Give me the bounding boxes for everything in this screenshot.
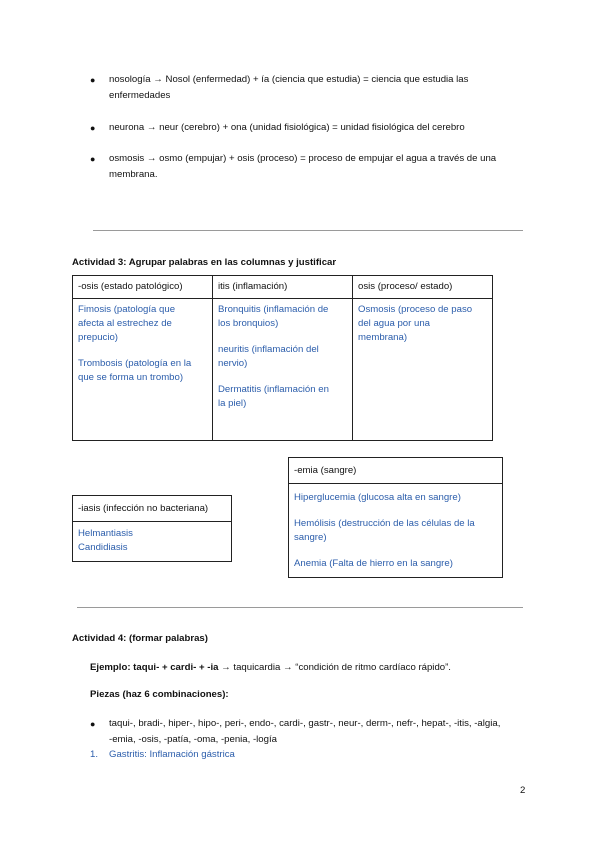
entry-trombosis <box>78 357 207 385</box>
entry-line: la piel) <box>218 398 247 409</box>
column-header-osis-proceso: osis (proceso/ estado) <box>353 276 493 299</box>
bullet-dot-icon: ● <box>90 123 96 133</box>
bullet-text-line1: nosología → Nosol (enfermedad) + ía (ciencia que estudia) = ciencia que estudia las <box>109 74 469 85</box>
entry-line: afecta al estrechez de <box>78 318 172 329</box>
iasis-cell <box>73 522 232 562</box>
entry-line: prepucio) <box>78 332 118 343</box>
answer-item-1 <box>90 747 235 763</box>
example-rest: → taquicardia → “condición de ritmo cardíaco rápido”. <box>218 662 451 673</box>
entry-line: los bronquios) <box>218 318 279 329</box>
entry-anemia: Anemia (Falta de hierro en la sangre) <box>294 558 453 569</box>
activity3-heading <box>72 257 336 268</box>
entry-line: sangre) <box>294 532 327 543</box>
page-number: 2 <box>520 785 526 796</box>
bullet-item-neurona <box>90 120 465 136</box>
entry-hemolisis <box>294 517 497 545</box>
table-header-row <box>289 458 503 484</box>
activity4-heading: Actividad 4: (formar palabras) <box>72 633 208 644</box>
entry-hiperglucemia: Hiperglucemia (glucosa alta en sangre) <box>294 492 461 503</box>
bullet-text-line1: neurona → neur (cerebro) + ona (unidad fisiológica) = unidad fisiológica del cerebro <box>109 122 465 133</box>
column-header-itis: itis (inflamación) <box>213 276 353 299</box>
emia-table <box>288 457 503 578</box>
activity3-table <box>72 275 493 441</box>
answer-text: Gastritis: Inflamación gástrica <box>109 749 235 760</box>
emia-header: -emia (sangre) <box>289 458 503 484</box>
iasis-table <box>72 495 232 562</box>
cell-osis-proceso <box>353 299 493 441</box>
section-divider <box>77 607 523 608</box>
entry-dermatitis <box>218 383 347 411</box>
table-header-row <box>73 496 232 522</box>
bullet-text-line2: enfermedades <box>109 90 171 101</box>
bullet-item-pieces <box>90 716 500 748</box>
cell-osis-patologico <box>73 299 213 441</box>
bullet-dot-icon: ● <box>90 719 96 729</box>
entry-line: Osmosis (proceso de paso <box>358 304 473 315</box>
entry-bronquitis <box>218 303 347 331</box>
entry-line: nervio) <box>218 358 248 369</box>
table-row <box>73 299 493 441</box>
bullet-text-line1: osmosis → osmo (empujar) + osis (proceso) = proceso de empujar el agua a través de una <box>109 153 497 164</box>
section-divider <box>93 230 523 231</box>
table-header-row <box>73 276 493 299</box>
entry-line: Dermatitis (inflamación en <box>218 384 329 395</box>
table-row <box>73 522 232 562</box>
cell-itis <box>213 299 353 441</box>
activity4-example <box>90 660 451 676</box>
entry-line: del agua por una <box>358 318 431 329</box>
pieces-label: Piezas (haz 6 combinaciones): <box>90 689 229 700</box>
emia-cell <box>289 484 503 578</box>
entry-line: Hemólisis (destrucción de las células de la <box>294 518 475 529</box>
activity3-heading-rest: : Agrupar palabras en las columnas y justificar <box>123 257 337 268</box>
example-bold: Ejemplo: taqui- + cardi- + -ia <box>90 662 219 673</box>
pieces-line2: -emia, -osis, -patía, -oma, -penia, -logía <box>109 734 277 745</box>
entry-helmantiasis: Helmantiasis <box>78 528 133 539</box>
pieces-line1: taqui-, bradi-, hiper-, hipo-, peri-, endo-, cardi-, gastr-, neur-, derm-, nefr-, hepat-, -itis, -algia, <box>109 718 501 729</box>
entry-osmosis <box>358 303 487 345</box>
answer-number: 1. <box>90 749 99 760</box>
table-row <box>289 484 503 578</box>
entry-line: neuritis (inflamación del <box>218 344 319 355</box>
bullet-dot-icon: ● <box>90 154 96 164</box>
bullet-item-nosologia <box>90 72 468 104</box>
entry-candidiasis: Candidiasis <box>78 542 128 553</box>
entry-line: Bronquitis (inflamación de <box>218 304 329 315</box>
bullet-item-osmosis <box>90 151 496 183</box>
entry-line: Trombosis (patología en la <box>78 358 192 369</box>
entry-line: Fimosis (patología que <box>78 304 176 315</box>
entry-neuritis <box>218 343 347 371</box>
column-header-osis-patologico: -osis (estado patológico) <box>73 276 213 299</box>
entry-line: que se forma un trombo) <box>78 372 184 383</box>
entry-line: membrana) <box>358 332 408 343</box>
entry-fimosis <box>78 303 207 345</box>
iasis-header: -iasis (infección no bacteriana) <box>73 496 232 522</box>
bullet-text-line2: membrana. <box>109 169 158 180</box>
bullet-dot-icon: ● <box>90 75 96 85</box>
activity3-heading-bold: Actividad 3 <box>72 257 124 268</box>
